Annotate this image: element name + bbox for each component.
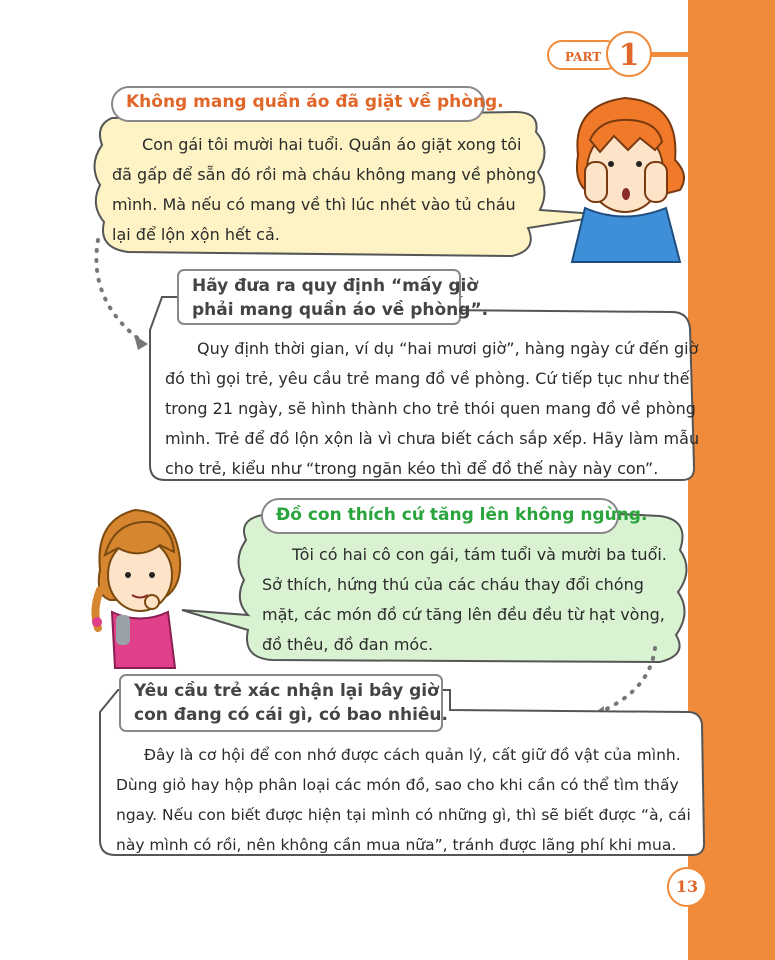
answer-line: Dùng giỏ hay hộp phân loại các món đồ, sao cho khi cần có thể tìm thấy [116, 776, 679, 794]
question-line: Sở thích, hứng thú của các cháu thay đổi chóng [262, 575, 644, 594]
question-line: đồ thêu, đồ đan móc. [262, 635, 434, 654]
question-line: Con gái tôi mười hai tuổi. Quần áo giặt xong tôi [142, 135, 522, 154]
girl-1-illustration [572, 98, 684, 262]
answer-title-line: con đang có cái gì, có bao nhiêu. [134, 705, 448, 725]
arrow-head-1 [134, 335, 148, 350]
question-text-1 [112, 130, 536, 250]
answer-title-2 [134, 679, 448, 727]
question-title-1: Không mang quần áo đã giặt về phòng. [126, 92, 504, 112]
question-text-2 [262, 540, 667, 660]
question-line: lại để lộn xộn hết cả. [112, 225, 280, 244]
answer-text-2 [116, 740, 691, 860]
answer-title-line: Hãy đưa ra quy định “mấy giờ [192, 276, 479, 296]
girl-2-illustration [92, 510, 180, 668]
answer-line: đó thì gọi trẻ, yêu cầu trẻ mang đồ về phòng. Cứ tiếp tục như thế [165, 369, 690, 388]
part-label: PART [547, 40, 621, 70]
answer-line: ngay. Nếu con biết được hiện tại mình có những gì, thì sẽ biết được “à, cái [116, 806, 691, 824]
answer-line: này mình có rồi, nên không cần mua nữa”, tránh được lãng phí khi mua. [116, 836, 677, 854]
answer-text-1 [165, 334, 699, 484]
question-line: mình. Mà nếu có mang về thì lúc nhét vào tủ cháu [112, 195, 516, 214]
part-number: 1 [606, 31, 652, 77]
answer-title-1 [192, 274, 488, 322]
answer-title-line: Yêu cầu trẻ xác nhận lại bây giờ [134, 681, 439, 701]
page-number: 13 [667, 867, 707, 907]
answer-title-line: phải mang quần áo về phòng”. [192, 300, 489, 320]
answer-line: trong 21 ngày, sẽ hình thành cho trẻ thói quen mang đồ về phòng [165, 399, 696, 418]
dotted-arrow-1 [96, 240, 140, 340]
answer-line: Đây là cơ hội để con nhớ được cách quản lý, cất giữ đồ vật của mình. [144, 746, 681, 764]
answer-line: cho trẻ, kiểu như “trong ngăn kéo thì để đồ thế này này con”. [165, 459, 659, 478]
question-title-2: Đồ con thích cứ tăng lên không ngừng. [276, 505, 648, 525]
answer-line: Quy định thời gian, ví dụ “hai mươi giờ”, hàng ngày cứ đến giờ [197, 339, 699, 358]
question-line: mặt, các món đồ cứ tăng lên đều đều từ hạt vòng, [262, 605, 665, 624]
question-line: đã gấp để sẵn đó rồi mà cháu không mang về phòng [112, 165, 537, 184]
question-line: Tôi có hai cô con gái, tám tuổi và mười ba tuổi. [292, 545, 667, 564]
answer-line: mình. Trẻ để đồ lộn xộn là vì chưa biết cách sắp xếp. Hãy làm mẫu [165, 429, 700, 448]
